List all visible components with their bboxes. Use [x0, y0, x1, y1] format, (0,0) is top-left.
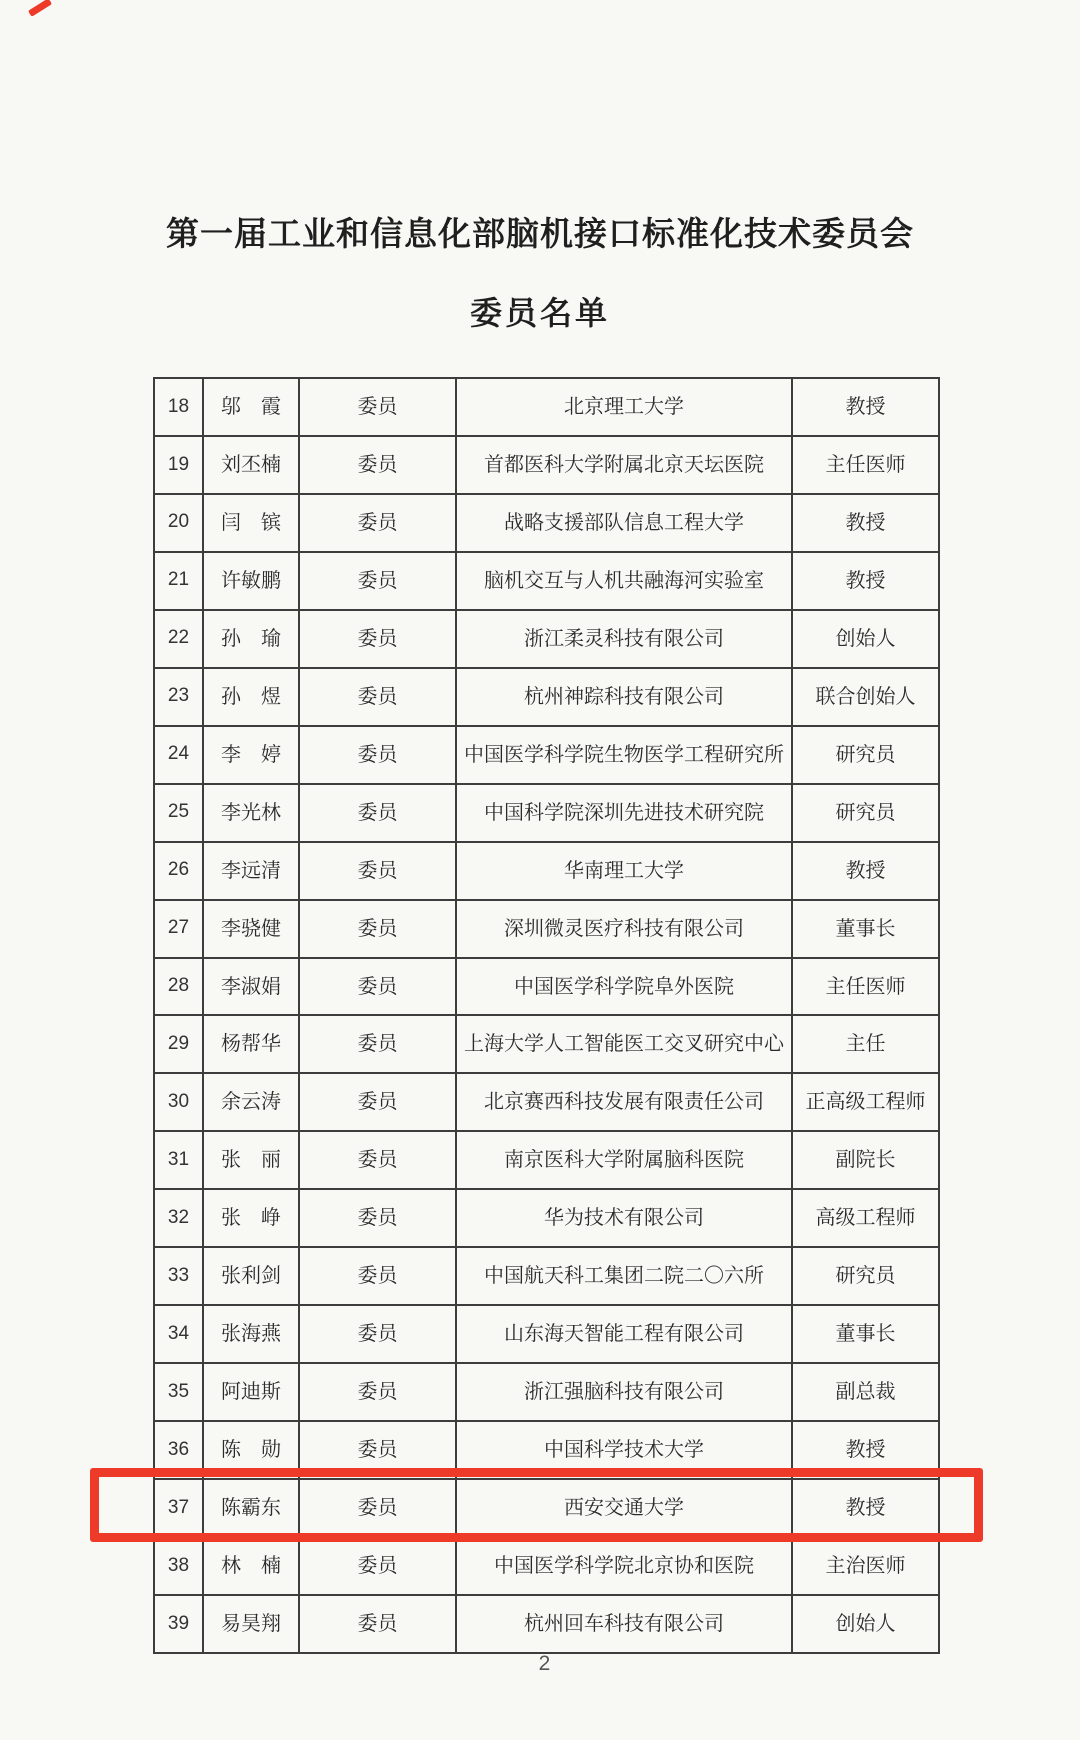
cell-name: 刘丕楠 — [204, 437, 300, 493]
table-row — [155, 1364, 938, 1422]
cell-number: 34 — [155, 1306, 204, 1362]
cell-role: 委员 — [300, 1190, 457, 1246]
cell-name: 陈 勋 — [204, 1422, 300, 1478]
cell-organization: 华为技术有限公司 — [457, 1190, 793, 1246]
table-row — [155, 843, 938, 901]
cell-role: 委员 — [300, 1480, 457, 1536]
cell-name: 李骁健 — [204, 901, 300, 957]
cell-name: 张海燕 — [204, 1306, 300, 1362]
cell-name: 易昊翔 — [204, 1596, 300, 1652]
cell-title: 主任 — [845, 1033, 886, 1056]
cell-role: 委员 — [300, 727, 457, 783]
cell-name: 李远清 — [204, 843, 300, 899]
cell-number: 31 — [155, 1132, 204, 1188]
cell-number: 39 — [155, 1596, 204, 1652]
cell-number: 37 — [155, 1480, 204, 1536]
cell-organization: 浙江柔灵科技有限公司 — [457, 611, 793, 667]
table-row — [155, 1596, 938, 1652]
table-row — [155, 959, 938, 1017]
cell-role: 委员 — [300, 611, 457, 667]
cell-name: 杨帮华 — [204, 1016, 300, 1072]
cell-number: 23 — [155, 669, 204, 725]
cell-organization: 深圳微灵医疗科技有限公司 — [457, 901, 793, 957]
cell-title: 教授 — [845, 569, 886, 592]
cell-role: 委员 — [300, 785, 457, 841]
cell-organization: 北京赛西科技发展有限责任公司 — [457, 1074, 793, 1130]
cell-role: 委员 — [300, 1596, 457, 1652]
cell-name: 邬 霞 — [204, 379, 300, 435]
cell-name: 阿迪斯 — [204, 1364, 300, 1420]
cell-role: 委员 — [300, 843, 457, 899]
table-row — [155, 1306, 938, 1364]
cell-title: 副总裁 — [835, 1381, 896, 1404]
red-corner-mark — [28, 0, 52, 17]
page-number: 2 — [538, 1652, 551, 1675]
document-subtitle: 委员名单 — [469, 295, 610, 331]
table-row — [155, 1422, 938, 1480]
cell-name: 陈霸东 — [204, 1480, 300, 1536]
table-row — [155, 379, 938, 437]
table-row — [155, 1074, 938, 1132]
cell-organization: 中国医学科学院北京协和医院 — [457, 1538, 793, 1594]
cell-number: 32 — [155, 1190, 204, 1246]
cell-organization: 杭州回车科技有限公司 — [457, 1596, 793, 1652]
cell-name: 李淑娟 — [204, 959, 300, 1015]
cell-name: 许敏鹏 — [204, 553, 300, 609]
cell-role: 委员 — [300, 1074, 457, 1130]
cell-number: 27 — [155, 901, 204, 957]
cell-title: 正高级工程师 — [805, 1091, 926, 1114]
cell-title: 研究员 — [835, 801, 896, 824]
cell-role: 委员 — [300, 495, 457, 551]
table-row — [155, 1190, 938, 1248]
cell-role: 委员 — [300, 1422, 457, 1478]
cell-number: 24 — [155, 727, 204, 783]
table-row — [155, 437, 938, 495]
cell-organization: 中国医学科学院生物医学工程研究所 — [457, 727, 793, 783]
cell-name: 张利剑 — [204, 1248, 300, 1304]
table-row — [155, 1132, 938, 1190]
table-row — [155, 669, 938, 727]
cell-number: 30 — [155, 1074, 204, 1130]
cell-name: 林 楠 — [204, 1538, 300, 1594]
cell-role: 委员 — [300, 959, 457, 1015]
cell-title: 创始人 — [835, 1612, 896, 1635]
cell-organization: 脑机交互与人机共融海河实验室 — [457, 553, 793, 609]
cell-title: 教授 — [845, 1497, 886, 1520]
cell-organization: 中国科学技术大学 — [457, 1422, 793, 1478]
cell-name: 张 峥 — [204, 1190, 300, 1246]
cell-role: 委员 — [300, 1306, 457, 1362]
cell-title: 主治医师 — [825, 1555, 906, 1578]
cell-name: 李 婷 — [204, 727, 300, 783]
cell-role: 委员 — [300, 553, 457, 609]
cell-role: 委员 — [300, 1248, 457, 1304]
cell-organization: 战略支援部队信息工程大学 — [457, 495, 793, 551]
cell-organization: 中国航天科工集团二院二〇六所 — [457, 1248, 793, 1304]
members-table — [153, 377, 940, 1654]
cell-number: 26 — [155, 843, 204, 899]
cell-organization: 北京理工大学 — [457, 379, 793, 435]
cell-organization: 中国科学院深圳先进技术研究院 — [457, 785, 793, 841]
cell-title: 董事长 — [835, 917, 896, 940]
table-row — [155, 1016, 938, 1074]
cell-role: 委员 — [300, 1538, 457, 1594]
cell-organization: 南京医科大学附属脑科医院 — [457, 1132, 793, 1188]
cell-title: 教授 — [845, 395, 886, 418]
cell-name: 余云涛 — [204, 1074, 300, 1130]
table-row — [155, 785, 938, 843]
cell-role: 委员 — [300, 1364, 457, 1420]
cell-role: 委员 — [300, 1132, 457, 1188]
cell-number: 35 — [155, 1364, 204, 1420]
cell-title: 教授 — [845, 859, 886, 882]
cell-title: 董事长 — [835, 1323, 896, 1346]
cell-organization: 杭州神踪科技有限公司 — [457, 669, 793, 725]
table-row — [155, 611, 938, 669]
cell-role: 委员 — [300, 437, 457, 493]
cell-organization: 首都医科大学附属北京天坛医院 — [457, 437, 793, 493]
cell-number: 18 — [155, 379, 204, 435]
cell-title: 主任医师 — [825, 453, 906, 476]
table-row — [155, 1538, 938, 1596]
cell-number: 20 — [155, 495, 204, 551]
cell-number: 21 — [155, 553, 204, 609]
cell-title: 教授 — [845, 1439, 886, 1462]
cell-name: 孙 煜 — [204, 669, 300, 725]
cell-title: 教授 — [845, 511, 886, 534]
cell-title: 研究员 — [835, 743, 896, 766]
cell-number: 19 — [155, 437, 204, 493]
table-row-highlighted — [155, 1480, 938, 1538]
cell-organization: 山东海天智能工程有限公司 — [457, 1306, 793, 1362]
cell-role: 委员 — [300, 1016, 457, 1072]
cell-number: 25 — [155, 785, 204, 841]
table-row — [155, 553, 938, 611]
cell-number: 33 — [155, 1248, 204, 1304]
cell-organization: 西安交通大学 — [457, 1480, 793, 1536]
cell-organization: 上海大学人工智能医工交叉研究中心 — [457, 1016, 793, 1072]
table-row — [155, 495, 938, 553]
table-row — [155, 901, 938, 959]
cell-role: 委员 — [300, 901, 457, 957]
cell-organization: 中国医学科学院阜外医院 — [457, 959, 793, 1015]
cell-number: 28 — [155, 959, 204, 1015]
cell-title: 高级工程师 — [815, 1207, 916, 1230]
cell-organization: 华南理工大学 — [457, 843, 793, 899]
cell-role: 委员 — [300, 669, 457, 725]
cell-name: 张 丽 — [204, 1132, 300, 1188]
cell-name: 孙 瑜 — [204, 611, 300, 667]
cell-title: 联合创始人 — [815, 685, 916, 708]
cell-organization: 浙江强脑科技有限公司 — [457, 1364, 793, 1420]
cell-number: 29 — [155, 1016, 204, 1072]
cell-title: 副院长 — [835, 1149, 896, 1172]
document-title: 第一届工业和信息化部脑机接口标准化技术委员会 — [166, 215, 914, 252]
table-row — [155, 727, 938, 785]
cell-name: 李光林 — [204, 785, 300, 841]
cell-name: 闫 镔 — [204, 495, 300, 551]
cell-title: 主任医师 — [825, 975, 906, 998]
cell-number: 38 — [155, 1538, 204, 1594]
cell-role: 委员 — [300, 379, 457, 435]
table-row — [155, 1248, 938, 1306]
cell-number: 36 — [155, 1422, 204, 1478]
cell-title: 研究员 — [835, 1265, 896, 1288]
cell-number: 22 — [155, 611, 204, 667]
cell-title: 创始人 — [835, 627, 896, 650]
